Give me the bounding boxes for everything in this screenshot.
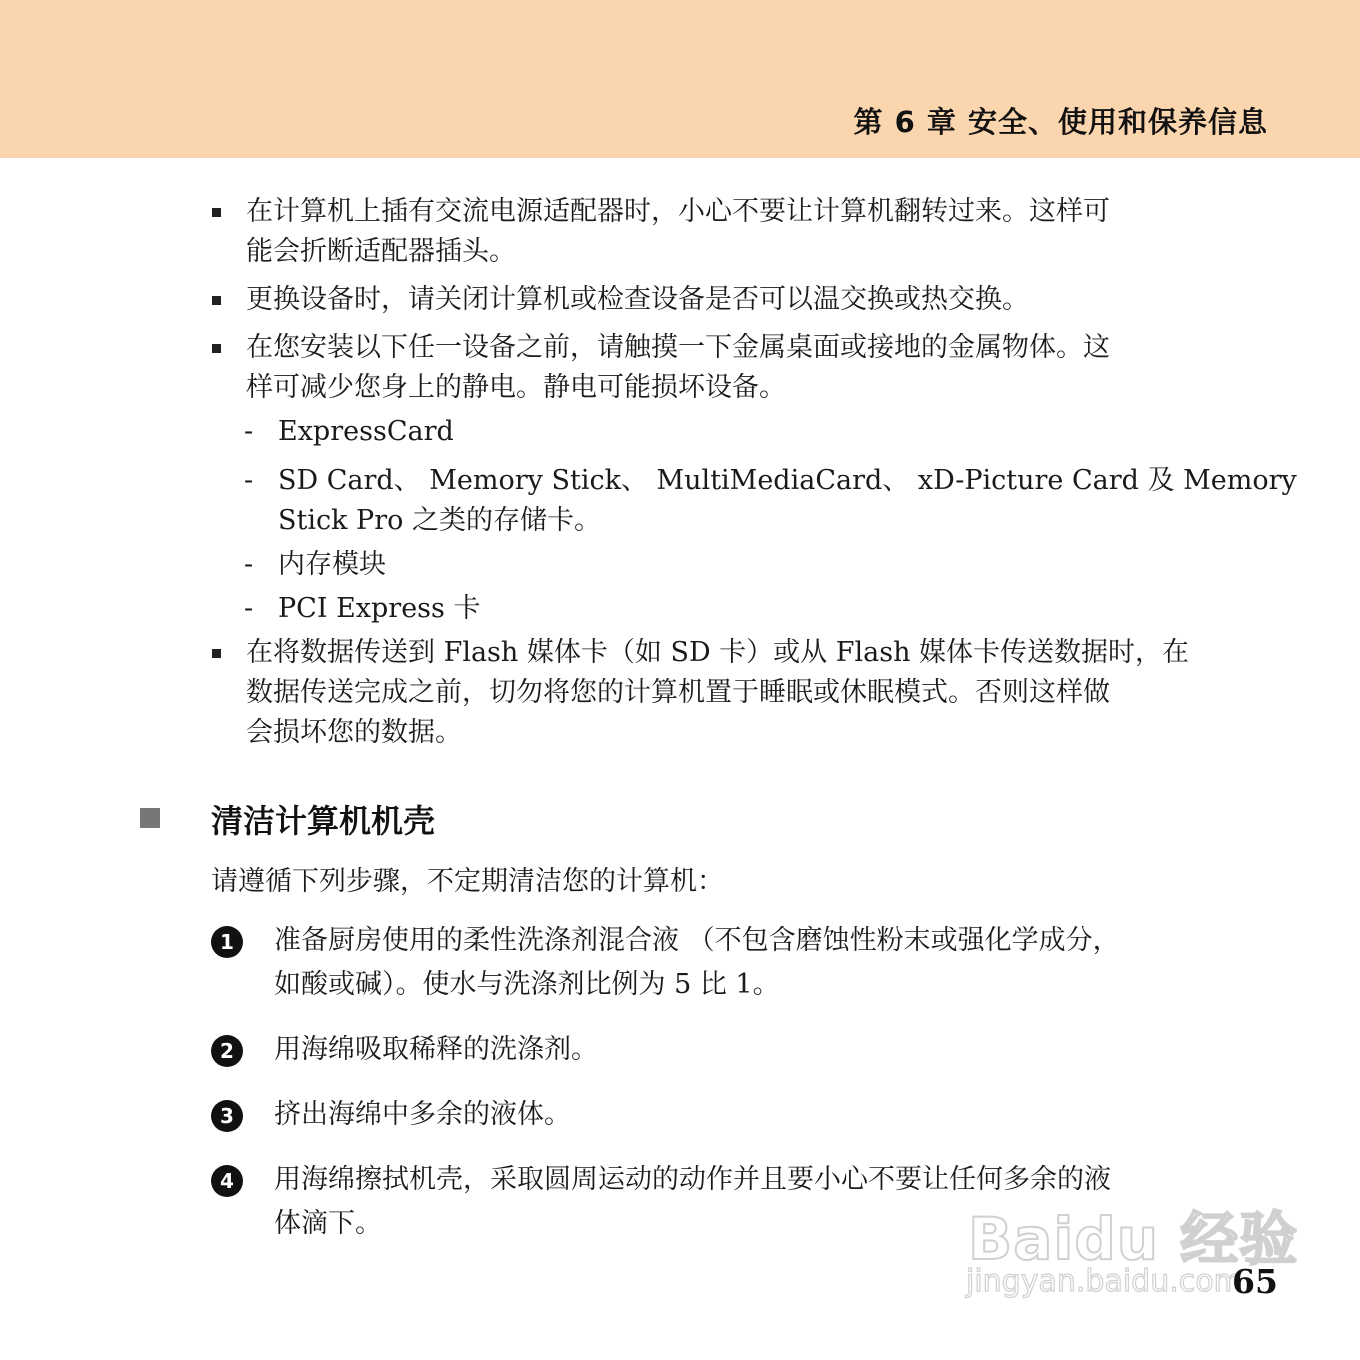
- bullet-square-icon: [212, 649, 221, 658]
- bullet-item: [246, 280, 1270, 320]
- step-item: [220, 919, 1270, 1007]
- step-item: [220, 1028, 1270, 1072]
- step-number-badge: 3: [211, 1100, 243, 1132]
- step-item: [220, 1093, 1270, 1137]
- sub-list-item: [244, 461, 1297, 541]
- step-line: 体滴下。: [274, 1208, 382, 1239]
- sub-list-item: [244, 412, 1270, 452]
- step-number-badge: 4: [211, 1165, 243, 1197]
- bullet-line: 在计算机上插有交流电源适配器时，小心不要让计算机翻转过来。这样可: [246, 196, 1110, 227]
- step-line: 用海绵吸取稀释的洗涤剂。: [274, 1034, 598, 1065]
- bullet-line: 在您安装以下任一设备之前，请触摸一下金属桌面或接地的金属物体。这: [246, 332, 1110, 363]
- bullet-square-icon: [212, 208, 221, 217]
- sub-item-line: Stick Pro 之类的存储卡。: [278, 505, 601, 536]
- step-line: 用海绵擦拭机壳，采取圆周运动的动作并且要小心不要让任何多余的液: [274, 1164, 1111, 1195]
- bullet-line: 数据传送完成之前，切勿将您的计算机置于睡眠或休眠模式。否则这样做: [246, 677, 1110, 708]
- page-number: 65: [1232, 1262, 1278, 1301]
- step-number-badge: 1: [211, 926, 243, 958]
- section-square-icon: [140, 808, 160, 828]
- step-line: 挤出海绵中多余的液体。: [274, 1099, 571, 1130]
- chapter-title: 第 6 章 安全、使用和保养信息: [853, 105, 1268, 139]
- section-title: 清洁计算机机壳: [211, 802, 436, 840]
- bullet-line: 更换设备时，请关闭计算机或检查设备是否可以温交换或热交换。: [246, 284, 1029, 315]
- sub-item-line: SD Card、 Memory Stick、 MultiMediaCard、 xD-Picture Card 及 Memory: [278, 465, 1297, 496]
- dash-marker: -: [244, 549, 254, 580]
- bullet-item: [246, 328, 1270, 408]
- step-line: 如酸或碱）。使水与洗涤剂比例为 5 比 1。: [274, 969, 780, 1000]
- sub-list-item: [244, 545, 1270, 585]
- bullet-item: [246, 192, 1270, 272]
- bullet-line: 样可减少您身上的静电。静电可能损坏设备。: [246, 372, 786, 403]
- sub-list-item: [244, 589, 1270, 629]
- watermark-url: jingyan.baidu.com: [966, 1264, 1243, 1299]
- bullet-line: 在将数据传送到 Flash 媒体卡（如 SD 卡）或从 Flash 媒体卡传送数据时，在: [246, 637, 1190, 668]
- dash-marker: -: [244, 593, 254, 624]
- sub-item-line: ExpressCard: [278, 416, 454, 447]
- bullet-item: [246, 633, 1270, 753]
- dash-marker: -: [244, 416, 254, 447]
- step-number-badge: 2: [211, 1035, 243, 1067]
- sub-item-line: 内存模块: [278, 549, 386, 580]
- bullet-square-icon: [212, 344, 221, 353]
- bullet-line: 能会折断适配器插头。: [246, 236, 516, 267]
- step-line: 准备厨房使用的柔性洗涤剂混合液 （不包含磨蚀性粉末或强化学成分，: [274, 925, 1120, 956]
- sub-item-line: PCI Express 卡: [278, 593, 481, 624]
- dash-marker: -: [244, 465, 254, 496]
- section-intro: 请遵循下列步骤，不定期清洁您的计算机：: [211, 866, 724, 897]
- watermark-brand: Baidu 经验: [968, 1205, 1299, 1273]
- bullet-line: 会损坏您的数据。: [246, 717, 462, 748]
- bullet-square-icon: [212, 296, 221, 305]
